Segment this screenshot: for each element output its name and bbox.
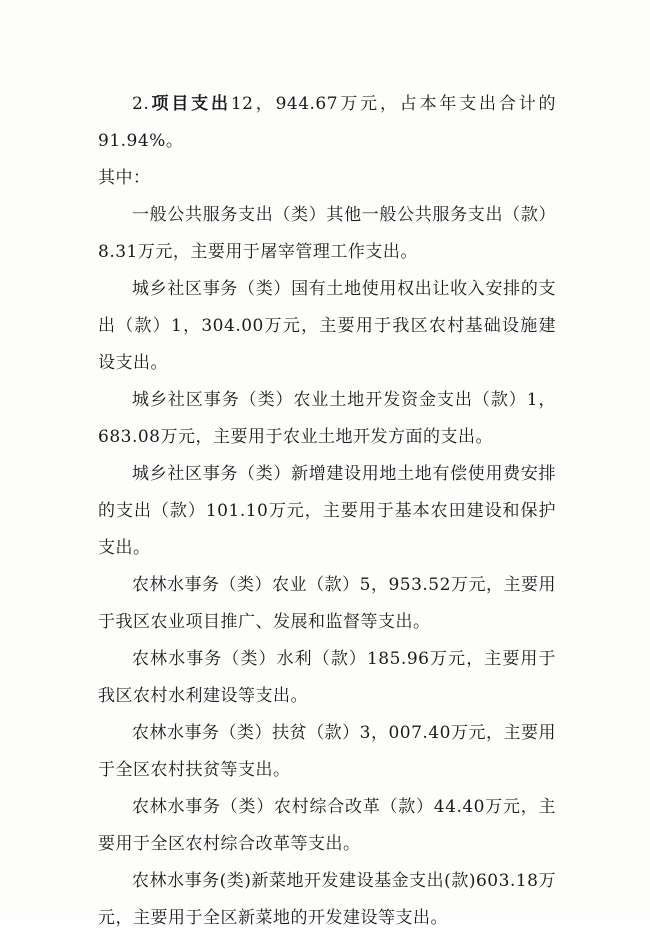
item-detail: 的支出（款）101.10万元，主要用于基本农田建设和保护支出。 xyxy=(98,501,556,558)
item-category: 农林水事务(类)新菜地开发建设基金支出(款)603.18 xyxy=(132,871,539,891)
expenditure-item xyxy=(98,789,556,863)
item-detail: 全区农村扶贫等支出。 xyxy=(115,760,291,780)
item-category: 农林水事务（类）水利（款）185.96万元，主要用于我 xyxy=(98,649,556,706)
item-detail: 1，683.08万元，主要用于农业土地开发方面的支出。 xyxy=(98,390,556,447)
item-detail: 我区农业项目推广、发展和监督等支出。 xyxy=(115,612,431,632)
expenditure-item xyxy=(98,271,556,382)
intro-line: 其中： xyxy=(98,168,151,188)
item-category: 农林水事务（类）农村综合改革（款）44.40万元，主 xyxy=(132,797,556,817)
section-number: 2. xyxy=(132,94,150,114)
item-detail: 出（款）1，304.00万元，主要用于我区农村基础设施建设支出。 xyxy=(98,316,556,373)
item-category: 农林水事务（类）扶贫（款）3，007.40万元，主要用于 xyxy=(98,723,556,780)
item-category: 农林水事务（类）农业（款）5，953.52万元，主要用于 xyxy=(98,575,556,632)
section-summary: 12，944.67万元，占本年支出合计的91.94%。 xyxy=(98,94,557,151)
expenditure-item xyxy=(98,641,556,715)
expenditure-item xyxy=(98,863,556,937)
item-category: 一般公共服务支出（类）其他一般公共服务支出（款） xyxy=(132,205,556,225)
item-category: 城乡社区事务（类）农业土地开发资金支出（款） xyxy=(132,390,527,410)
item-detail: 8.31万元，主要用于屠宰管理工作支出。 xyxy=(98,242,418,262)
item-detail: 万元，主要用于全区新菜地的开发建设等支出。 xyxy=(98,871,557,928)
item-detail: 区农村水利建设等支出。 xyxy=(115,686,308,706)
expenditure-item xyxy=(98,715,556,789)
item-detail: 要用于全区农村综合改革等支出。 xyxy=(98,834,361,854)
expenditure-item xyxy=(98,567,556,641)
expenditure-item xyxy=(98,382,556,456)
document-body xyxy=(98,86,556,937)
project-expenditure-paragraph xyxy=(98,86,556,160)
item-category: 城乡社区事务（类）国有土地使用权出让收入安排的支 xyxy=(132,279,556,299)
section-title: 项目支出 xyxy=(149,94,231,114)
expenditure-item xyxy=(98,197,556,271)
item-category: 城乡社区事务（类）新增建设用地土地有偿使用费安排 xyxy=(132,464,556,484)
expenditure-item xyxy=(98,456,556,567)
